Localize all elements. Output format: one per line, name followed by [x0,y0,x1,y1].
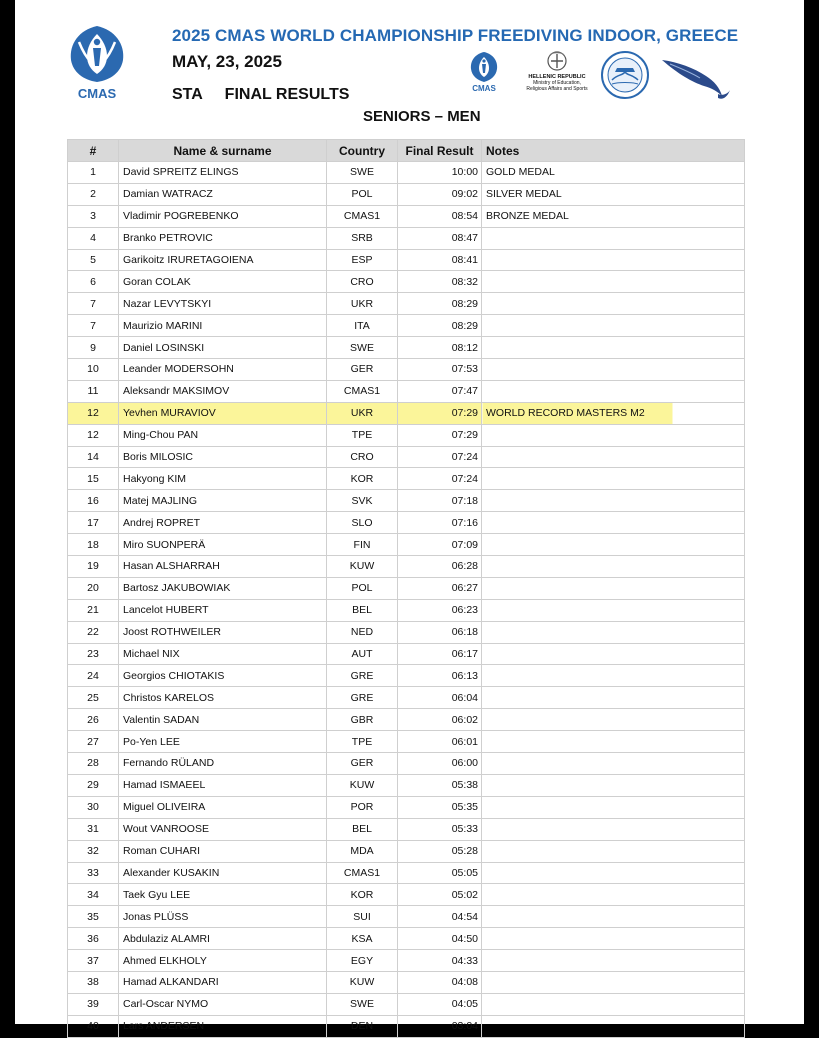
cell-rank: 30 [68,796,119,818]
cell-country: GRE [327,665,398,687]
cell-name: Jonas PLÜSS [119,906,327,928]
cell-notes [482,315,745,337]
cell-name: Michael NIX [119,643,327,665]
cell-result: 07:24 [398,446,482,468]
cell-country: FIN [327,534,398,556]
cell-country: ESP [327,249,398,271]
table-row [68,818,745,840]
cell-result: 05:35 [398,796,482,818]
hellenic-emblem-icon [547,50,567,72]
cell-rank: 26 [68,709,119,731]
table-header-row [68,140,745,162]
cell-result: 03:04 [398,1015,482,1037]
cell-notes [482,993,745,1015]
table-row [68,446,745,468]
table-row [68,993,745,1015]
cell-rank: 24 [68,665,119,687]
cell-name: Maurizio MARINI [119,315,327,337]
cell-name: Aleksandr MAKSIMOV [119,380,327,402]
table-row [68,643,745,665]
table-row [68,556,745,578]
cell-result: 05:28 [398,840,482,862]
cell-country: UKR [327,402,398,424]
cell-result: 04:05 [398,993,482,1015]
cell-notes [482,512,745,534]
cell-notes [482,709,745,731]
cell-notes [482,753,745,775]
cell-notes [482,971,745,993]
table-row [68,599,745,621]
cell-rank: 23 [68,643,119,665]
cell-rank: 12 [68,424,119,446]
cell-notes [482,774,745,796]
cell-notes [482,380,745,402]
col-header-name: Name & surname [119,140,327,162]
table-row [68,249,745,271]
cell-result: 05:33 [398,818,482,840]
table-row [68,928,745,950]
cell-name: Roman CUHARI [119,840,327,862]
cell-notes [482,687,745,709]
sponsor-whale-logo [660,52,732,102]
cell-country: DEN [327,1015,398,1037]
cell-name: Christos KARELOS [119,687,327,709]
cmas-small-icon [468,50,500,84]
cell-name: Fernando RÜLAND [119,753,327,775]
cell-rank: 10 [68,359,119,381]
cell-rank: 16 [68,490,119,512]
cell-country: TPE [327,731,398,753]
cell-result: 08:41 [398,249,482,271]
results-document [15,0,804,1033]
cell-country: GER [327,753,398,775]
cell-rank: 34 [68,884,119,906]
cell-rank: 25 [68,687,119,709]
cell-notes [482,731,745,753]
cell-country: KSA [327,928,398,950]
cell-country: KOR [327,468,398,490]
cell-rank: 40 [68,1015,119,1037]
cmas-logo-text: CMAS [77,86,117,101]
cell-name: Daniel LOSINSKI [119,337,327,359]
table-row [68,950,745,972]
cell-result: 04:08 [398,971,482,993]
table-row [68,424,745,446]
cell-notes [482,271,745,293]
table-row [68,687,745,709]
cell-country: POL [327,577,398,599]
cell-rank: 1 [68,162,119,184]
table-row [68,293,745,315]
cell-notes: BRONZE MEDAL [482,205,745,227]
cell-country: MDA [327,840,398,862]
table-row [68,731,745,753]
table-row [68,577,745,599]
table-row [68,380,745,402]
cell-name: Hasan ALSHARRAH [119,556,327,578]
cell-name: Yevhen MURAVIOV [119,402,327,424]
cell-result: 06:18 [398,621,482,643]
cell-notes [482,862,745,884]
cell-rank: 15 [68,468,119,490]
table-row [68,709,745,731]
table-row [68,862,745,884]
table-row [68,906,745,928]
cell-rank: 20 [68,577,119,599]
cell-result: 09:02 [398,183,482,205]
cell-name: Wout VANROOSE [119,818,327,840]
table-row [68,183,745,205]
cell-rank: 33 [68,862,119,884]
cell-name: Georgios CHIOTAKIS [119,665,327,687]
cell-notes [482,490,745,512]
cell-notes [482,665,745,687]
cell-name: Nazar LEVYTSKYI [119,293,327,315]
cell-notes [482,796,745,818]
col-header-notes: Notes [482,140,745,162]
cell-rank: 35 [68,906,119,928]
cell-name: Miguel OLIVEIRA [119,796,327,818]
cell-notes [482,249,745,271]
cell-name: Ming-Chou PAN [119,424,327,446]
cell-notes [482,950,745,972]
col-header-rank: # [68,140,119,162]
cell-result: 06:27 [398,577,482,599]
cell-country: CRO [327,271,398,293]
cell-result: 08:12 [398,337,482,359]
cell-rank: 27 [68,731,119,753]
cell-name: Joost ROTHWEILER [119,621,327,643]
cell-country: CRO [327,446,398,468]
table-row [68,271,745,293]
cell-country: BEL [327,818,398,840]
cell-result: 07:16 [398,512,482,534]
cell-country: SWE [327,337,398,359]
cell-name: Alexander KUSAKIN [119,862,327,884]
cell-rank: 38 [68,971,119,993]
cell-rank: 31 [68,818,119,840]
cell-name: Branko PETROVIC [119,227,327,249]
cell-name: Andrej ROPRET [119,512,327,534]
cell-country: KUW [327,556,398,578]
cell-result: 06:04 [398,687,482,709]
cell-notes [482,468,745,490]
category-heading: SENIORS – MEN [363,108,481,125]
cell-rank: 18 [68,534,119,556]
cell-country: UKR [327,293,398,315]
cell-result: 07:29 [398,402,482,424]
table-row [68,534,745,556]
cell-rank: 29 [68,774,119,796]
cell-notes [482,577,745,599]
cell-name: Valentin SADAN [119,709,327,731]
cell-name: Garikoitz IRURETAGOIENA [119,249,327,271]
cell-name: Boris MILOSIC [119,446,327,468]
ministry-line-3: Religious Affairs and Sports [526,86,588,92]
cell-result: 08:32 [398,271,482,293]
event-date: MAY, 23, 2025 [172,52,282,71]
cmas-small-text: CMAS [472,84,496,93]
cell-country: GBR [327,709,398,731]
cell-rank: 6 [68,271,119,293]
cell-country: BEL [327,599,398,621]
cell-country: CMAS1 [327,862,398,884]
cell-result: 04:33 [398,950,482,972]
cell-name: Hakyong KIM [119,468,327,490]
table-row [68,337,745,359]
table-row [68,884,745,906]
cell-name: Vladimir POGREBENKO [119,205,327,227]
cell-country: CMAS1 [327,205,398,227]
whale-icon [660,52,732,102]
cell-notes [482,446,745,468]
cell-name: Damian WATRACZ [119,183,327,205]
sponsor-cmas-logo [468,50,500,96]
cell-notes: SILVER MEDAL [482,183,745,205]
cell-rank: 28 [68,753,119,775]
cell-rank: 36 [68,928,119,950]
results-table [67,139,745,1038]
cell-result: 08:29 [398,293,482,315]
cell-rank: 14 [68,446,119,468]
cmas-emblem-icon [65,22,129,86]
cell-country: CMAS1 [327,380,398,402]
cell-name: David SPREITZ ELINGS [119,162,327,184]
cell-rank: 9 [68,337,119,359]
cell-country: SVK [327,490,398,512]
cell-country: TPE [327,424,398,446]
cell-name: Goran COLAK [119,271,327,293]
cell-notes [482,227,745,249]
cell-result: 05:38 [398,774,482,796]
cell-country: ITA [327,315,398,337]
cell-result: 04:54 [398,906,482,928]
cell-notes [482,643,745,665]
cell-notes [482,556,745,578]
cell-result: 06:13 [398,665,482,687]
cell-result: 07:18 [398,490,482,512]
cell-notes: WORLD RECORD MASTERS M2 [482,402,745,424]
cell-rank: 7 [68,315,119,337]
event-heading [172,86,349,104]
cell-country: NED [327,621,398,643]
cell-result: 04:50 [398,928,482,950]
cell-notes [482,818,745,840]
cell-name: Lars ANDERSEN [119,1015,327,1037]
cell-name: Hamad ISMAEEL [119,774,327,796]
cell-result: 06:28 [398,556,482,578]
cell-result: 07:47 [398,380,482,402]
cell-result: 06:00 [398,753,482,775]
table-row [68,665,745,687]
cell-notes [482,1015,745,1037]
federation-seal-icon [600,50,650,100]
cell-name: Abdulaziz ALAMRI [119,928,327,950]
cell-country: SRB [327,227,398,249]
cell-result: 06:17 [398,643,482,665]
table-row [68,205,745,227]
cell-country: EGY [327,950,398,972]
cell-notes [482,293,745,315]
cell-result: 06:02 [398,709,482,731]
cell-country: SWE [327,993,398,1015]
cell-name: Hamad ALKANDARI [119,971,327,993]
cell-rank: 37 [68,950,119,972]
cell-result: 07:29 [398,424,482,446]
cell-result: 08:29 [398,315,482,337]
table-row [68,402,745,424]
table-row [68,753,745,775]
cell-notes: GOLD MEDAL [482,162,745,184]
cell-result: 06:01 [398,731,482,753]
cell-notes [482,359,745,381]
cell-notes [482,928,745,950]
cell-country: KUW [327,971,398,993]
cell-country: GRE [327,687,398,709]
table-row [68,774,745,796]
cell-country: POL [327,183,398,205]
cell-notes [482,840,745,862]
table-row [68,971,745,993]
discipline-label: STA [172,86,203,103]
cell-notes [482,621,745,643]
cell-country: SLO [327,512,398,534]
sponsor-ministry [512,50,602,102]
cell-country: KUW [327,774,398,796]
cell-result: 10:00 [398,162,482,184]
table-row [68,227,745,249]
cell-rank: 3 [68,205,119,227]
championship-title: 2025 CMAS WORLD CHAMPIONSHIP FREEDIVING INDOOR, GREECE [172,26,739,45]
table-row [68,359,745,381]
cell-rank: 4 [68,227,119,249]
cell-name: Taek Gyu LEE [119,884,327,906]
cell-country: GER [327,359,398,381]
cell-name: Miro SUONPERÄ [119,534,327,556]
table-row [68,468,745,490]
cell-result: 05:05 [398,862,482,884]
cell-rank: 11 [68,380,119,402]
col-header-country: Country [327,140,398,162]
cell-rank: 39 [68,993,119,1015]
ministry-line-2: Ministry of Education, [533,80,581,86]
cell-name: Ahmed ELKHOLY [119,950,327,972]
cell-rank: 7 [68,293,119,315]
cell-name: Leander MODERSOHN [119,359,327,381]
cell-name: Po-Yen LEE [119,731,327,753]
table-row [68,490,745,512]
cell-rank: 12 [68,402,119,424]
table-row [68,162,745,184]
cell-name: Bartosz JAKUBOWIAK [119,577,327,599]
sponsor-seal-logo [600,50,650,100]
cell-rank: 32 [68,840,119,862]
cell-name: Matej MAJLING [119,490,327,512]
cell-name: Carl-Oscar NYMO [119,993,327,1015]
cell-rank: 5 [68,249,119,271]
cell-result: 08:54 [398,205,482,227]
cell-rank: 22 [68,621,119,643]
cell-name: Lancelot HUBERT [119,599,327,621]
cell-notes [482,534,745,556]
cell-rank: 17 [68,512,119,534]
table-row [68,315,745,337]
ministry-line-1: HELLENIC REPUBLIC [528,74,586,80]
cell-result: 06:23 [398,599,482,621]
cell-country: SUI [327,906,398,928]
cell-result: 07:24 [398,468,482,490]
cell-country: AUT [327,643,398,665]
stage-label: FINAL RESULTS [224,86,350,103]
cell-notes [482,906,745,928]
table-row [68,621,745,643]
table-row [68,512,745,534]
table-row [68,1015,745,1037]
results-body [68,162,745,1038]
cmas-logo [65,22,129,106]
cell-result: 07:53 [398,359,482,381]
cell-notes [482,884,745,906]
cell-country: POR [327,796,398,818]
cell-rank: 19 [68,556,119,578]
cell-result: 08:47 [398,227,482,249]
cell-result: 07:09 [398,534,482,556]
cell-country: KOR [327,884,398,906]
cell-notes [482,599,745,621]
cell-rank: 2 [68,183,119,205]
table-row [68,796,745,818]
table-row [68,840,745,862]
cell-rank: 21 [68,599,119,621]
cell-notes [482,424,745,446]
cell-notes [482,337,745,359]
col-header-result: Final Result [398,140,482,162]
cell-result: 05:02 [398,884,482,906]
cell-country: SWE [327,162,398,184]
